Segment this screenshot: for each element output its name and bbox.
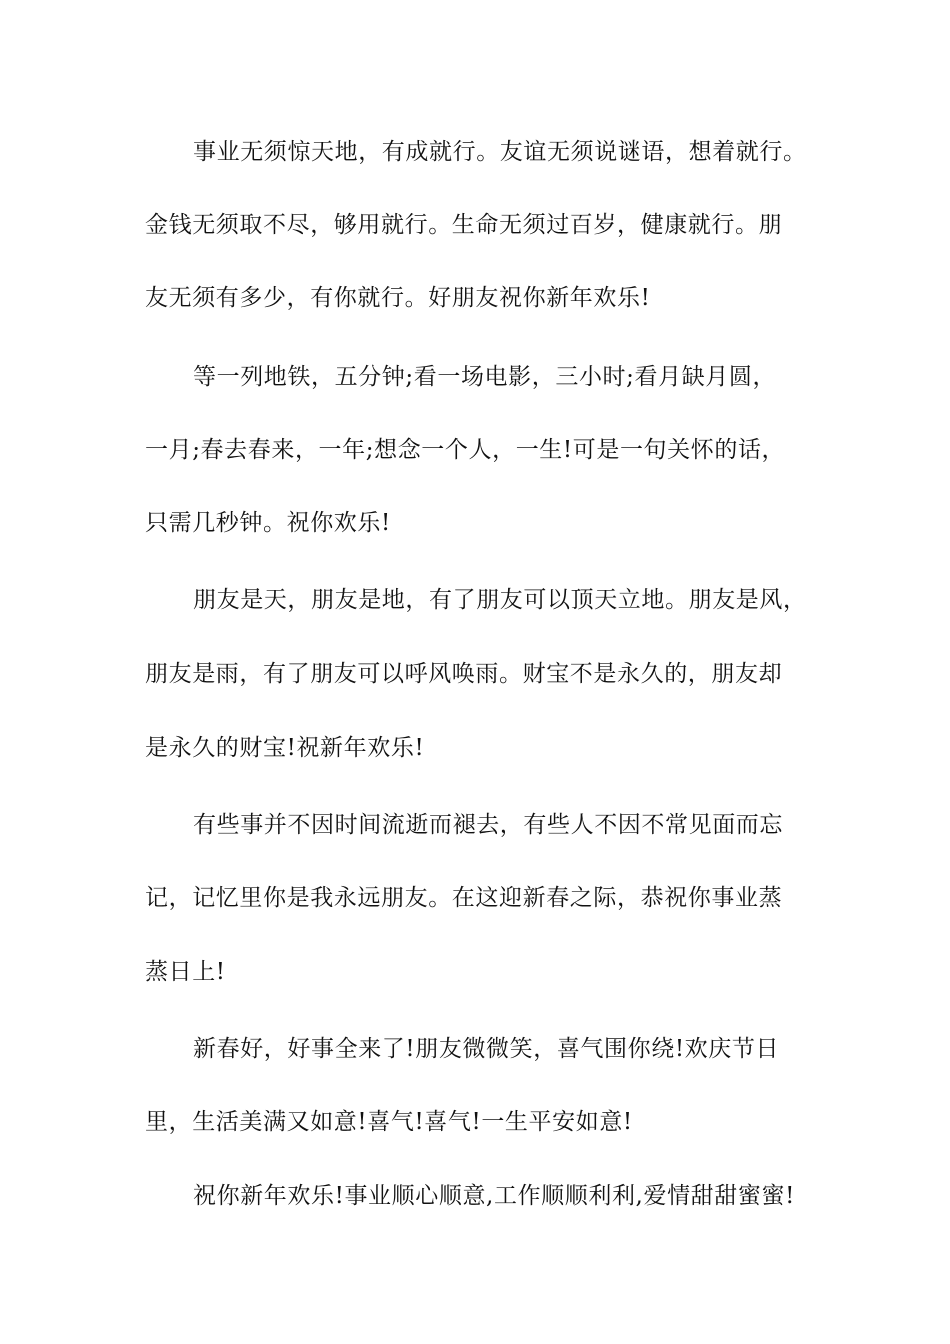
paragraph-1-line-2: 金钱无须取不尽，够用就行。生命无须过百岁，健康就行。朋 bbox=[145, 212, 783, 238]
paragraph-4-line-2: 记，记忆里你是我永远朋友。在这迎新春之际，恭祝你事业蒸 bbox=[145, 885, 783, 911]
paragraph-2-line-1: 等一列地铁，五分钟;看一场电影，三小时;看月缺月圆， bbox=[193, 364, 777, 390]
paragraph-1-line-1: 事业无须惊天地，有成就行。友谊无须说谜语，想着就行。 bbox=[193, 139, 807, 165]
paragraph-1-line-3: 友无须有多少，有你就行。好朋友祝你新年欢乐! bbox=[145, 285, 651, 311]
paragraph-5-line-1: 新春好，好事全来了!朋友微微笑，喜气围你绕!欢庆节日 bbox=[193, 1036, 780, 1062]
paragraph-4-line-1: 有些事并不因时间流逝而褪去，有些人不因不常见面而忘 bbox=[193, 812, 783, 838]
paragraph-3-line-3: 是永久的财宝!祝新年欢乐! bbox=[145, 735, 425, 761]
paragraph-2-line-2: 一月;春去春来，一年;想念一个人，一生!可是一句关怀的话， bbox=[145, 437, 786, 463]
paragraph-4-line-3: 蒸日上! bbox=[145, 959, 226, 985]
paragraph-3-line-1: 朋友是天，朋友是地，有了朋友可以顶天立地。朋友是风， bbox=[193, 587, 807, 613]
paragraph-5-line-2: 里，生活美满又如意!喜气!喜气!一生平安如意! bbox=[145, 1109, 633, 1135]
paragraph-2-line-3: 只需几秒钟。祝你欢乐! bbox=[145, 510, 391, 536]
paragraph-6-line-1: 祝你新年欢乐!事业顺心顺意,工作顺顺利利,爱情甜甜蜜蜜! bbox=[193, 1183, 795, 1209]
paragraph-3-line-2: 朋友是雨，有了朋友可以呼风唤雨。财宝不是永久的，朋友却 bbox=[145, 661, 783, 687]
